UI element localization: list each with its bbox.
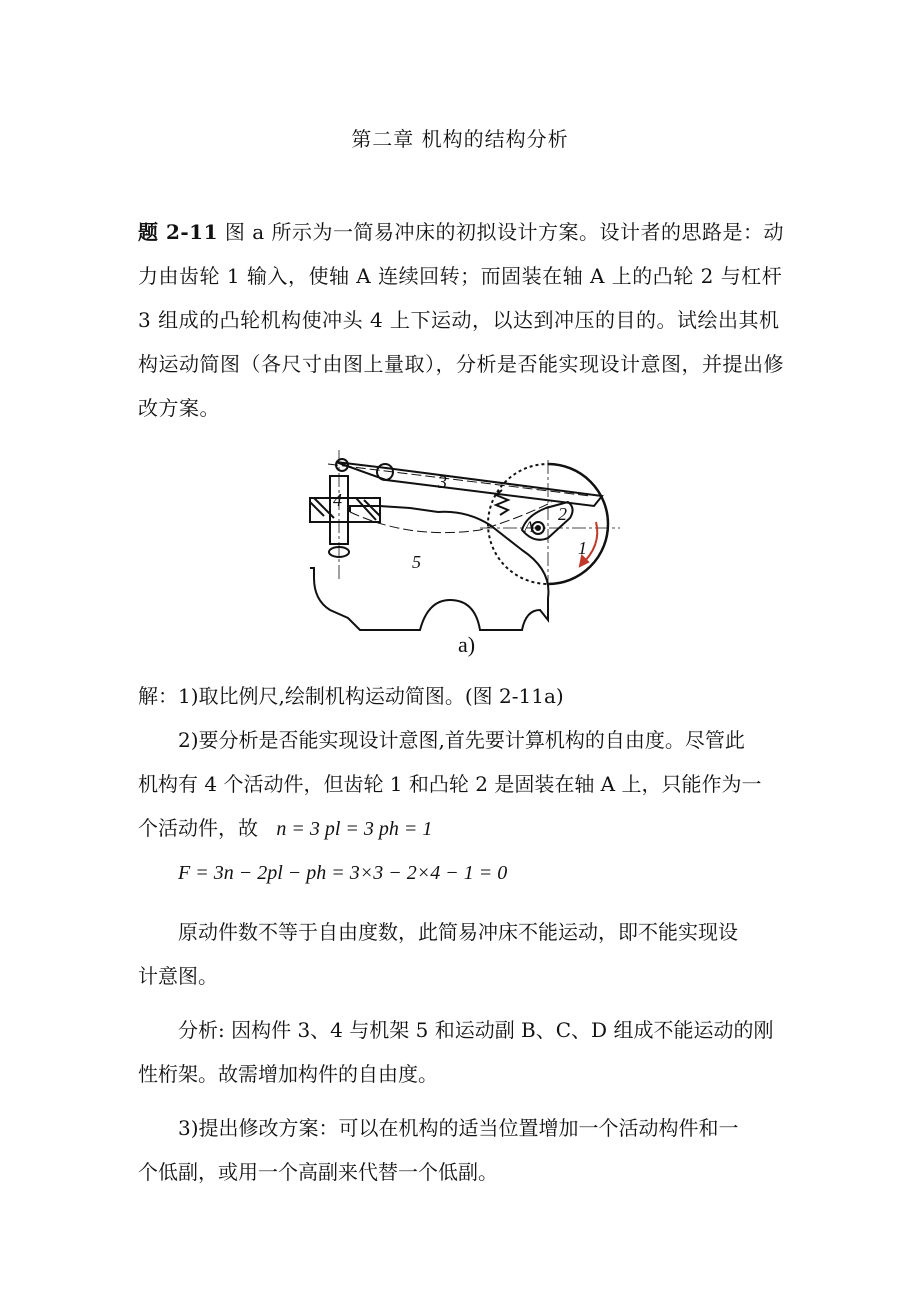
label-part-4: 4 (333, 490, 342, 510)
solution-p5-line-1: 3)提出修改方案：可以在机构的适当位置增加一个活动构件和一 (178, 1116, 739, 1140)
solution-line-1: 解：1)取比例尺,绘制机构运动简图。(图 2-11a) (138, 684, 564, 708)
solution-p2-line-2: 机构有 4 个活动件，但齿轮 1 和凸轮 2 是固装在轴 A 上，只能作为一 (138, 772, 762, 796)
solution-p3-line-2: 计意图。 (138, 964, 218, 988)
label-part-2: 2 (558, 504, 567, 524)
solution-p4-line-1: 分析: 因构件 3、4 与机架 5 和运动副 B、C、D 组成不能运动的刚 (178, 1018, 774, 1042)
lever-part-3 (336, 462, 602, 506)
solution-p2-line-3-text: 个活动件，故 (138, 816, 258, 840)
problem-statement (138, 210, 788, 430)
label-part-5: 5 (412, 552, 421, 572)
problem-text: 图 a 所示为一简易冲床的初拟设计方案。设计者的思路是：动力由齿轮 1 输入，使轴 A 连续回转；而固装在轴 A 上的凸轮 2 与杠杆 3 组成的凸轮机构使冲头 4 上下运动，以达到冲压的目的。试绘出其机构运动简图（各尺寸由图上量取），分析是否能实现设计意图，并提出修改方案。 (138, 220, 785, 420)
solution-p2-line-3 (138, 812, 432, 841)
solution-p5-line-2: 个低副，或用一个高副来代替一个低副。 (138, 1160, 498, 1184)
solution-p2-line-1: 2)要分析是否能实现设计意图,首先要计算机构的自由度。尽管此 (178, 728, 745, 752)
label-part-3: 3 (438, 472, 447, 492)
solution-p4-line-2: 性桁架。故需增加构件的自由度。 (138, 1062, 438, 1086)
figure-label: a) (458, 632, 476, 657)
equation-2: F = 3n − 2pl − ph = 3×3 − 2×4 − 1 = 0 (178, 862, 508, 884)
solution-p3-line-1: 原动件数不等于自由度数，此简易冲床不能运动，即不能实现设 (178, 920, 738, 944)
label-part-1: 1 (578, 538, 587, 558)
label-shaft-a: A (524, 519, 534, 536)
equation-1: n = 3 pl = 3 ph = 1 (276, 818, 433, 840)
guide-block (310, 498, 380, 522)
problem-number: 题 2-11 (138, 220, 219, 244)
page-title: 第二章 机构的结构分析 (351, 127, 569, 151)
frame-outline (310, 506, 548, 630)
